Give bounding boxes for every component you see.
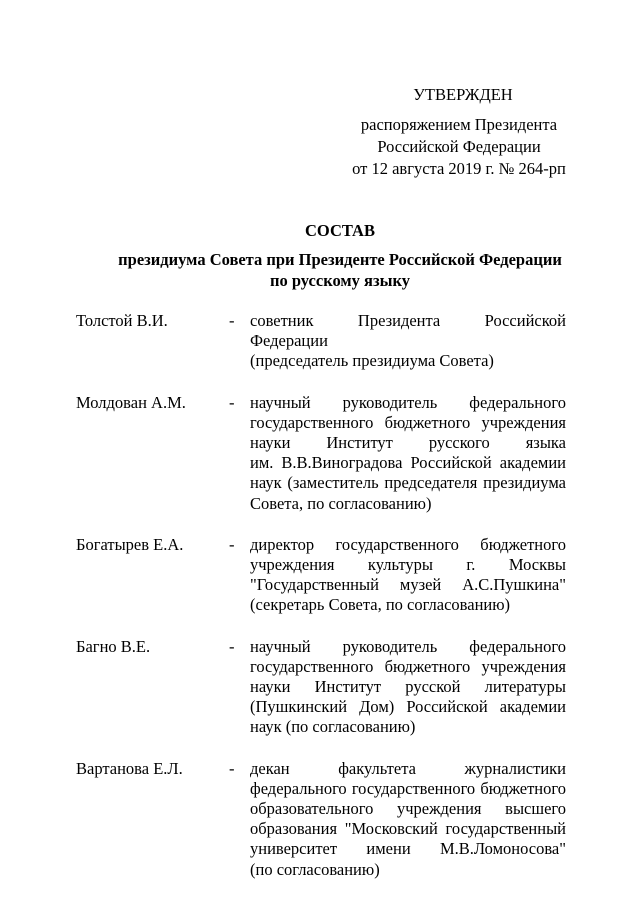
member-row <box>76 637 566 738</box>
approval-line-date: от 12 августа 2019 г. № 264-рп <box>352 159 566 178</box>
member-dash: - <box>229 311 235 330</box>
member-description-line: наук (по согласованию) <box>250 717 416 737</box>
member-name: Богатырев Е.А. <box>76 534 184 554</box>
member-description-line: (секретарь Совета, по согласованию) <box>250 595 511 615</box>
member-description <box>250 393 566 514</box>
title-main: СОСТАВ <box>305 221 375 240</box>
approval-heading: УТВЕРЖДЕН <box>413 85 513 104</box>
member-description-line: федерального государственного бюджетного <box>250 778 566 798</box>
member-name: Вартанова Е.Л. <box>76 758 183 778</box>
member-row <box>76 311 566 372</box>
member-row <box>76 759 566 880</box>
member-description <box>250 535 566 616</box>
member-description-line: науки Институт русской литературы <box>250 677 566 697</box>
member-description-line: декан факультета журналистики <box>250 758 566 778</box>
member-description-line: образования "Московский государственный <box>250 819 566 839</box>
member-row <box>76 393 566 514</box>
member-description-line: советник Президента Российской Федерации <box>250 311 566 351</box>
member-description-line: научный руководитель федерального <box>250 392 566 412</box>
member-description-line: (председатель президиума Совета) <box>250 351 494 371</box>
title-subtitle-line1: президиума Совета при Президенте Российской Федерации <box>118 250 562 269</box>
member-description-line: Совета, по согласованию) <box>250 493 432 513</box>
approval-block <box>340 84 578 180</box>
member-description-line: государственного бюджетного учреждения <box>250 656 566 676</box>
member-dash: - <box>229 636 235 656</box>
member-name: Толстой В.И. <box>76 311 168 330</box>
approval-line-federation: Российской Федерации <box>377 137 541 156</box>
member-description-line: им. В.В.Виноградова Российской академии <box>250 453 566 473</box>
member-description-line: директор государственного бюджетного <box>250 534 566 554</box>
member-description-line: (по согласованию) <box>250 859 380 879</box>
member-name: Молдован А.М. <box>76 392 186 412</box>
member-description-line: образовательного учреждения высшего <box>250 799 566 819</box>
member-dash: - <box>229 392 235 412</box>
members-list <box>76 311 566 901</box>
member-dash: - <box>229 758 235 778</box>
document-title <box>60 220 620 291</box>
member-description-line: "Государственный музей А.С.Пушкина" <box>250 575 566 595</box>
member-dash: - <box>229 534 235 554</box>
member-description <box>250 311 566 372</box>
member-description-line: наук (заместитель председателя президиума <box>250 473 566 493</box>
member-description-line: (Пушкинский Дом) Российской академии <box>250 697 566 717</box>
approval-line-order: распоряжением Президента <box>360 115 558 134</box>
member-description-line: науки Институт русского языка <box>250 433 566 453</box>
member-description-line: университет имени М.В.Ломоносова" <box>250 839 566 859</box>
member-description-line: научный руководитель федерального <box>250 636 566 656</box>
member-description <box>250 759 566 880</box>
member-row <box>76 535 566 616</box>
member-description <box>250 637 566 738</box>
member-description-line: государственного бюджетного учреждения <box>250 412 566 432</box>
member-description-line: учреждения культуры г. Москвы <box>250 555 566 575</box>
title-subtitle-line2: по русскому языку <box>269 271 411 290</box>
member-name: Багно В.Е. <box>76 636 151 656</box>
